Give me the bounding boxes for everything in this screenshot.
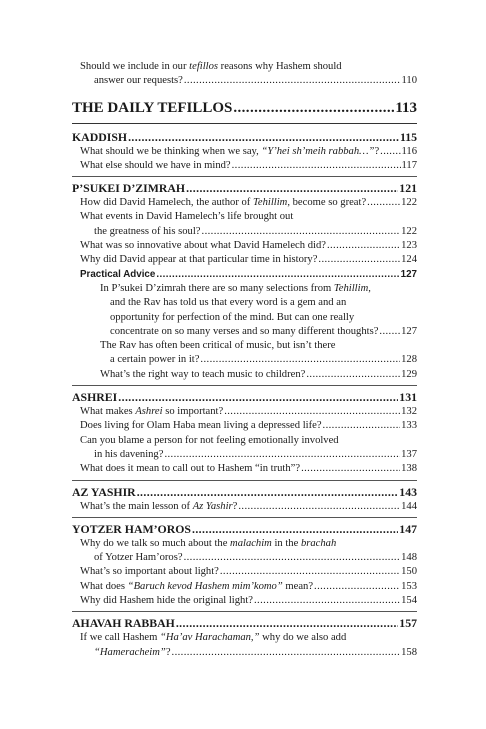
table-of-contents bbox=[72, 60, 417, 660]
toc-entry bbox=[72, 580, 417, 594]
toc-entry bbox=[72, 74, 417, 88]
toc-entry bbox=[72, 353, 417, 367]
toc-section-heading bbox=[72, 98, 417, 124]
toc-entry-title: What’s the right way to teach music to children? bbox=[100, 368, 306, 380]
dot-leader bbox=[184, 551, 401, 565]
toc-entry-title: The Rav has often been critical of music, but isn’t there bbox=[100, 340, 336, 352]
toc-entry bbox=[72, 565, 417, 579]
toc-entry bbox=[72, 196, 417, 210]
toc-entry-title: answer our requests? bbox=[94, 75, 183, 87]
toc-entry-title: Why do we talk so much about the malachim in the brachah bbox=[80, 537, 337, 549]
dot-leader bbox=[379, 325, 400, 339]
dot-leader bbox=[128, 130, 399, 145]
toc-entry-title: Should we include in our tefillos reasons why Hashem should bbox=[80, 61, 342, 72]
toc-entry-title: Why did Hashem hide the original light? bbox=[80, 595, 253, 607]
toc-page-number: 121 bbox=[399, 181, 417, 196]
dot-leader bbox=[224, 405, 400, 419]
toc-page-number: 124 bbox=[401, 254, 417, 266]
dot-leader bbox=[314, 580, 400, 594]
toc-entry-title: P’SUKEI D’ZIMRAH bbox=[72, 181, 186, 196]
toc-entry bbox=[72, 448, 417, 462]
toc-entry-title: Practical Advice bbox=[80, 268, 156, 280]
dot-leader bbox=[301, 462, 400, 476]
dot-leader bbox=[318, 253, 400, 267]
toc-entry-title: What does “Baruch kevod Hashem mim’komo” mean? bbox=[80, 580, 314, 592]
dot-leader bbox=[184, 74, 401, 88]
toc-page-number: 110 bbox=[401, 75, 417, 87]
dot-leader bbox=[238, 500, 400, 514]
toc-entry bbox=[72, 500, 417, 514]
toc-entry-title: What should we be thinking when we say, “Y’hei sh’meih rabbah…”? bbox=[80, 145, 380, 157]
toc-entry bbox=[72, 225, 417, 239]
toc-entry bbox=[72, 325, 417, 339]
toc-entry-title: in his davening? bbox=[94, 448, 164, 460]
toc-entry-title: of Yotzer Ham’oros? bbox=[94, 552, 183, 564]
toc-page-number: 148 bbox=[401, 552, 417, 564]
toc-entry bbox=[72, 210, 417, 224]
toc-entry bbox=[72, 239, 417, 253]
dot-leader bbox=[137, 485, 399, 500]
toc-entry bbox=[72, 282, 417, 296]
dot-leader bbox=[232, 159, 401, 173]
dot-leader bbox=[306, 368, 400, 382]
toc-page-number: 128 bbox=[401, 354, 417, 366]
toc-entry bbox=[72, 159, 417, 173]
toc-page-number: 150 bbox=[401, 566, 417, 578]
dot-leader bbox=[220, 565, 400, 579]
toc-page-number: 131 bbox=[399, 390, 417, 405]
toc-page-number: 123 bbox=[401, 240, 417, 252]
toc-entry bbox=[72, 434, 417, 448]
toc-entry-title: What’s the main lesson of Az Yashir? bbox=[80, 500, 238, 512]
dot-leader bbox=[200, 353, 400, 367]
dot-leader bbox=[192, 522, 398, 537]
toc-entry bbox=[72, 339, 417, 353]
toc-entry-title: What’s so important about light? bbox=[80, 566, 219, 578]
toc-entry-title: YOTZER HAM’OROS bbox=[72, 521, 191, 536]
toc-entry-title: Does living for Olam Haba mean living a depressed life? bbox=[80, 420, 322, 432]
toc-section-heading bbox=[72, 130, 417, 145]
toc-entry-title: the greatness of his soul? bbox=[94, 225, 201, 237]
dot-leader bbox=[380, 145, 400, 159]
toc-page-number: 127 bbox=[401, 325, 417, 337]
toc-entry-title: and the Rav has told us that every word is a gem and an bbox=[110, 297, 347, 309]
toc-entry-title: KADDISH bbox=[72, 129, 128, 144]
toc-page-number: 116 bbox=[401, 145, 417, 157]
toc-section-heading bbox=[72, 611, 417, 631]
dot-leader bbox=[367, 196, 400, 210]
toc-entry-title: AZ YASHIR bbox=[72, 484, 136, 499]
toc-entry bbox=[72, 646, 417, 660]
dot-leader bbox=[186, 181, 398, 196]
toc-section-heading bbox=[72, 517, 417, 537]
toc-entry-title: In P’sukei D’zimrah there are so many selections from Tehillim, bbox=[100, 282, 371, 294]
toc-entry bbox=[72, 405, 417, 419]
toc-page-number: 122 bbox=[401, 197, 417, 209]
toc-entry bbox=[72, 253, 417, 267]
dot-leader bbox=[172, 646, 401, 660]
toc-page-number: 144 bbox=[401, 500, 417, 512]
toc-page-number: 154 bbox=[401, 595, 417, 607]
toc-entry-title: What was so innovative about what David Hamelech did? bbox=[80, 240, 326, 252]
dot-leader bbox=[118, 390, 398, 405]
toc-entry-title: AHAVAH RABBAH bbox=[72, 616, 175, 631]
toc-entry-title: What else should we have in mind? bbox=[80, 159, 231, 171]
dot-leader bbox=[202, 225, 401, 239]
toc-section-heading bbox=[72, 480, 417, 500]
toc-page-number: 127 bbox=[400, 268, 417, 280]
toc-page-number: 115 bbox=[399, 129, 417, 144]
toc-entry bbox=[72, 145, 417, 159]
toc-page-number: 143 bbox=[399, 484, 417, 499]
dot-leader bbox=[164, 448, 400, 462]
toc-entry bbox=[72, 551, 417, 565]
toc-entry bbox=[72, 537, 417, 551]
dot-leader bbox=[323, 419, 401, 433]
toc-entry-title: Why did David appear at that particular time in history? bbox=[80, 254, 318, 266]
toc-section-heading bbox=[72, 385, 417, 405]
dot-leader bbox=[233, 98, 394, 118]
toc-page-number: 129 bbox=[401, 368, 417, 380]
dot-leader bbox=[156, 268, 399, 282]
dot-leader bbox=[176, 616, 398, 631]
toc-entry-title: “Hameracheim”? bbox=[94, 646, 171, 658]
toc-entry-title: concentrate on so many verses and so many different thoughts? bbox=[110, 325, 379, 337]
toc-entry bbox=[72, 368, 417, 382]
dot-leader bbox=[254, 594, 400, 608]
toc-entry bbox=[72, 296, 417, 310]
toc-page-number: 137 bbox=[401, 448, 417, 460]
toc-entry-title: How did David Hamelech, the author of Tehillim, become so great? bbox=[80, 197, 367, 209]
toc-page-number: 132 bbox=[401, 406, 417, 418]
toc-entry bbox=[72, 60, 417, 74]
toc-page-number: 157 bbox=[399, 616, 417, 631]
dot-leader bbox=[327, 239, 400, 253]
toc-entry-title: ASHREI bbox=[72, 390, 118, 405]
toc-entry-title: a certain power in it? bbox=[110, 354, 200, 366]
toc-entry bbox=[72, 594, 417, 608]
toc-page-number: 133 bbox=[401, 420, 417, 432]
toc-entry bbox=[72, 268, 417, 282]
toc-entry-title: THE DAILY TEFILLOS bbox=[72, 99, 233, 116]
toc-section-heading bbox=[72, 176, 417, 196]
toc-page-number: 122 bbox=[401, 225, 417, 237]
toc-entry-title: What does it mean to call out to Hashem “in truth”? bbox=[80, 463, 301, 475]
toc-page-number: 113 bbox=[395, 99, 417, 116]
toc-entry bbox=[72, 631, 417, 645]
toc-page-number: 117 bbox=[401, 159, 417, 171]
toc-entry-title: What makes Ashrei so important? bbox=[80, 406, 224, 418]
toc-entry bbox=[72, 311, 417, 325]
toc-page-number: 158 bbox=[401, 646, 417, 658]
toc-entry bbox=[72, 419, 417, 433]
toc-page-number: 138 bbox=[401, 463, 417, 475]
toc-entry-title: If we call Hashem “Ha’av Harachaman,” why do we also add bbox=[80, 632, 347, 644]
toc-page-number: 147 bbox=[399, 521, 417, 536]
toc-entry bbox=[72, 462, 417, 476]
toc-page-number: 153 bbox=[401, 580, 417, 592]
toc-entry-title: What events in David Hamelech’s life brought out bbox=[80, 211, 294, 223]
toc-entry-title: Can you blame a person for not feeling emotionally involved bbox=[80, 434, 339, 446]
toc-entry-title: opportunity for perfection of the mind. But can one really bbox=[110, 311, 355, 323]
